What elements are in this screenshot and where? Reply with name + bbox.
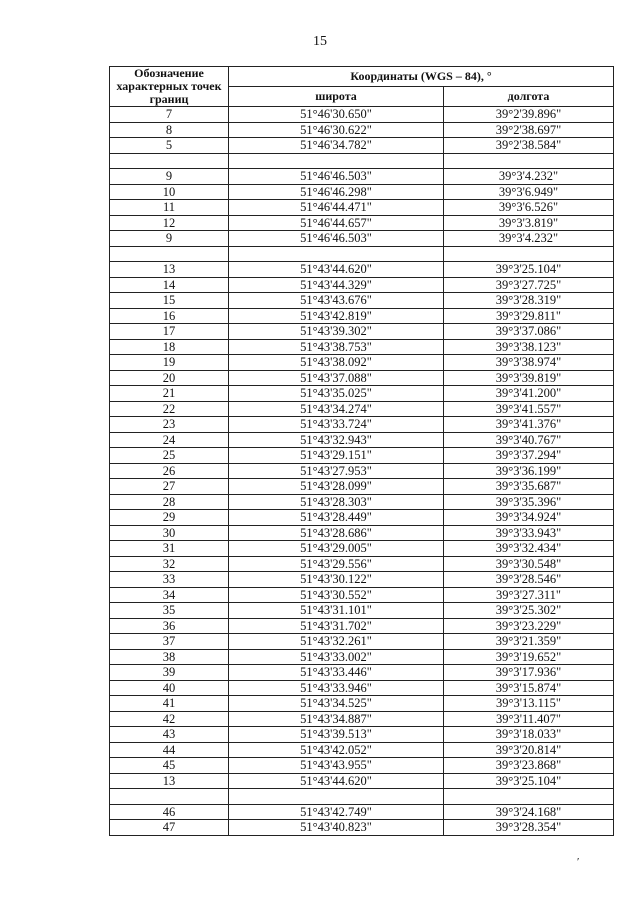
table-row (110, 494, 614, 510)
longitude-cell: 39°3'20.814" (444, 742, 614, 758)
point-id: 13 (110, 773, 229, 789)
point-id: 44 (110, 742, 229, 758)
point-id (110, 246, 229, 262)
table-row (110, 401, 614, 417)
latitude-cell: 51°46'34.782" (229, 138, 444, 154)
latitude-cell (229, 789, 444, 805)
point-id: 36 (110, 618, 229, 634)
latitude-cell: 51°43'33.946" (229, 680, 444, 696)
latitude-cell: 51°43'29.005" (229, 541, 444, 557)
point-id: 40 (110, 680, 229, 696)
latitude-cell: 51°43'32.261" (229, 634, 444, 650)
longitude-cell: 39°3'33.943" (444, 525, 614, 541)
point-id: 5 (110, 138, 229, 154)
longitude-cell: 39°3'27.311" (444, 587, 614, 603)
latitude-cell: 51°43'44.620" (229, 773, 444, 789)
latitude-cell: 51°43'42.052" (229, 742, 444, 758)
point-id: 16 (110, 308, 229, 324)
table-row (110, 665, 614, 681)
table-row (110, 215, 614, 231)
point-id: 45 (110, 758, 229, 774)
longitude-cell: 39°3'28.546" (444, 572, 614, 588)
point-id: 22 (110, 401, 229, 417)
latitude-cell: 51°43'34.887" (229, 711, 444, 727)
longitude-cell: 39°2'39.896" (444, 107, 614, 123)
table-row (110, 618, 614, 634)
latitude-cell: 51°43'43.955" (229, 758, 444, 774)
longitude-cell: 39°3'6.526" (444, 200, 614, 216)
coordinates-table (109, 66, 614, 836)
point-id: 38 (110, 649, 229, 665)
longitude-cell: 39°3'35.687" (444, 479, 614, 495)
latitude-cell: 51°43'33.446" (229, 665, 444, 681)
table-row (110, 758, 614, 774)
table-row (110, 773, 614, 789)
table-row (110, 634, 614, 650)
longitude-cell: 39°3'37.086" (444, 324, 614, 340)
point-id: 39 (110, 665, 229, 681)
point-id (110, 789, 229, 805)
table-row (110, 727, 614, 743)
table-row (110, 138, 614, 154)
longitude-cell: 39°3'6.949" (444, 184, 614, 200)
longitude-cell: 39°3'25.104" (444, 262, 614, 278)
point-id: 46 (110, 804, 229, 820)
latitude-cell: 51°43'40.823" (229, 820, 444, 836)
table-row (110, 479, 614, 495)
latitude-cell: 51°46'30.622" (229, 122, 444, 138)
table-row (110, 262, 614, 278)
table-row (110, 510, 614, 526)
longitude-cell: 39°3'23.868" (444, 758, 614, 774)
table-row (110, 804, 614, 820)
table-row (110, 742, 614, 758)
table-body (110, 107, 614, 836)
longitude-cell: 39°3'41.557" (444, 401, 614, 417)
point-id: 30 (110, 525, 229, 541)
table-row (110, 789, 614, 805)
point-id: 13 (110, 262, 229, 278)
header-point-label: Обозначение характерных точек границ (110, 67, 229, 107)
longitude-cell (444, 153, 614, 169)
longitude-cell: 39°3'4.232" (444, 231, 614, 247)
longitude-cell: 39°3'25.302" (444, 603, 614, 619)
latitude-cell: 51°43'42.819" (229, 308, 444, 324)
point-id: 29 (110, 510, 229, 526)
table-row (110, 122, 614, 138)
point-id: 7 (110, 107, 229, 123)
latitude-cell: 51°46'44.657" (229, 215, 444, 231)
latitude-cell: 51°43'27.953" (229, 463, 444, 479)
table-row (110, 587, 614, 603)
latitude-cell: 51°43'28.686" (229, 525, 444, 541)
longitude-cell: 39°3'37.294" (444, 448, 614, 464)
table-row (110, 169, 614, 185)
longitude-cell: 39°3'28.319" (444, 293, 614, 309)
longitude-cell: 39°3'27.725" (444, 277, 614, 293)
longitude-cell (444, 789, 614, 805)
table-row (110, 820, 614, 836)
table-row (110, 308, 614, 324)
latitude-cell: 51°43'29.151" (229, 448, 444, 464)
latitude-cell: 51°43'38.092" (229, 355, 444, 371)
point-id: 20 (110, 370, 229, 386)
point-id: 14 (110, 277, 229, 293)
latitude-cell: 51°43'32.943" (229, 432, 444, 448)
table-row (110, 463, 614, 479)
latitude-cell: 51°43'44.329" (229, 277, 444, 293)
longitude-cell: 39°3'18.033" (444, 727, 614, 743)
table-row (110, 649, 614, 665)
longitude-cell: 39°3'38.974" (444, 355, 614, 371)
header-latitude: широта (229, 87, 444, 107)
longitude-cell: 39°3'13.115" (444, 696, 614, 712)
latitude-cell (229, 153, 444, 169)
longitude-cell: 39°3'39.819" (444, 370, 614, 386)
point-id: 9 (110, 169, 229, 185)
latitude-cell: 51°43'39.513" (229, 727, 444, 743)
point-id: 31 (110, 541, 229, 557)
longitude-cell: 39°3'36.199" (444, 463, 614, 479)
longitude-cell: 39°3'35.396" (444, 494, 614, 510)
latitude-cell: 51°46'46.503" (229, 231, 444, 247)
point-id: 21 (110, 386, 229, 402)
longitude-cell: 39°3'30.548" (444, 556, 614, 572)
latitude-cell: 51°43'39.302" (229, 324, 444, 340)
table-row (110, 696, 614, 712)
latitude-cell: 51°43'28.449" (229, 510, 444, 526)
latitude-cell: 51°43'29.556" (229, 556, 444, 572)
table-row (110, 200, 614, 216)
table-row (110, 432, 614, 448)
table-row (110, 184, 614, 200)
table-row (110, 293, 614, 309)
latitude-cell: 51°43'38.753" (229, 339, 444, 355)
longitude-cell: 39°3'41.200" (444, 386, 614, 402)
longitude-cell: 39°3'28.354" (444, 820, 614, 836)
table-row (110, 339, 614, 355)
latitude-cell: 51°43'31.101" (229, 603, 444, 619)
longitude-cell: 39°3'41.376" (444, 417, 614, 433)
point-id: 37 (110, 634, 229, 650)
longitude-cell: 39°3'4.232" (444, 169, 614, 185)
latitude-cell: 51°43'34.525" (229, 696, 444, 712)
header-longitude: долгота (444, 87, 614, 107)
longitude-cell: 39°3'3.819" (444, 215, 614, 231)
latitude-cell: 51°46'30.650" (229, 107, 444, 123)
longitude-cell: 39°3'29.811" (444, 308, 614, 324)
table-row (110, 324, 614, 340)
latitude-cell: 51°43'43.676" (229, 293, 444, 309)
table-row (110, 277, 614, 293)
longitude-cell: 39°3'34.924" (444, 510, 614, 526)
latitude-cell: 51°43'30.122" (229, 572, 444, 588)
point-id: 43 (110, 727, 229, 743)
table-row (110, 417, 614, 433)
point-id: 19 (110, 355, 229, 371)
longitude-cell: 39°3'40.767" (444, 432, 614, 448)
table-row (110, 572, 614, 588)
point-id: 25 (110, 448, 229, 464)
point-id: 27 (110, 479, 229, 495)
longitude-cell: 39°3'21.359" (444, 634, 614, 650)
point-id: 17 (110, 324, 229, 340)
latitude-cell: 51°43'28.303" (229, 494, 444, 510)
table-row (110, 231, 614, 247)
point-id: 32 (110, 556, 229, 572)
table-row (110, 603, 614, 619)
table-row (110, 556, 614, 572)
table-row (110, 107, 614, 123)
table-row (110, 525, 614, 541)
longitude-cell: 39°3'15.874" (444, 680, 614, 696)
point-id: 41 (110, 696, 229, 712)
point-id: 35 (110, 603, 229, 619)
longitude-cell: 39°3'11.407" (444, 711, 614, 727)
latitude-cell: 51°43'28.099" (229, 479, 444, 495)
point-id: 18 (110, 339, 229, 355)
table-row (110, 680, 614, 696)
latitude-cell: 51°46'44.471" (229, 200, 444, 216)
latitude-cell: 51°43'34.274" (229, 401, 444, 417)
table-row (110, 355, 614, 371)
page-number: 15 (313, 34, 327, 49)
point-id (110, 153, 229, 169)
point-id: 23 (110, 417, 229, 433)
point-id: 9 (110, 231, 229, 247)
point-id: 42 (110, 711, 229, 727)
longitude-cell (444, 246, 614, 262)
longitude-cell: 39°2'38.584" (444, 138, 614, 154)
longitude-cell: 39°3'32.434" (444, 541, 614, 557)
point-id: 15 (110, 293, 229, 309)
point-id: 34 (110, 587, 229, 603)
corner-mark: ′ (577, 856, 580, 868)
point-id: 8 (110, 122, 229, 138)
point-id: 24 (110, 432, 229, 448)
latitude-cell: 51°43'44.620" (229, 262, 444, 278)
longitude-cell: 39°3'23.229" (444, 618, 614, 634)
header-coordinates: Координаты (WGS – 84), ° (229, 67, 614, 87)
table-row (110, 370, 614, 386)
latitude-cell: 51°43'35.025" (229, 386, 444, 402)
longitude-cell: 39°3'19.652" (444, 649, 614, 665)
latitude-cell: 51°46'46.298" (229, 184, 444, 200)
latitude-cell: 51°46'46.503" (229, 169, 444, 185)
point-id: 47 (110, 820, 229, 836)
latitude-cell (229, 246, 444, 262)
latitude-cell: 51°43'30.552" (229, 587, 444, 603)
point-id: 33 (110, 572, 229, 588)
point-id: 11 (110, 200, 229, 216)
table-row (110, 153, 614, 169)
table-row (110, 541, 614, 557)
latitude-cell: 51°43'33.724" (229, 417, 444, 433)
longitude-cell: 39°2'38.697" (444, 122, 614, 138)
table-row (110, 386, 614, 402)
longitude-cell: 39°3'38.123" (444, 339, 614, 355)
table-row (110, 246, 614, 262)
latitude-cell: 51°43'37.088" (229, 370, 444, 386)
point-id: 12 (110, 215, 229, 231)
longitude-cell: 39°3'17.936" (444, 665, 614, 681)
point-id: 10 (110, 184, 229, 200)
latitude-cell: 51°43'33.002" (229, 649, 444, 665)
longitude-cell: 39°3'24.168" (444, 804, 614, 820)
point-id: 28 (110, 494, 229, 510)
table-row (110, 448, 614, 464)
point-id: 26 (110, 463, 229, 479)
longitude-cell: 39°3'25.104" (444, 773, 614, 789)
latitude-cell: 51°43'42.749" (229, 804, 444, 820)
table-row (110, 711, 614, 727)
latitude-cell: 51°43'31.702" (229, 618, 444, 634)
